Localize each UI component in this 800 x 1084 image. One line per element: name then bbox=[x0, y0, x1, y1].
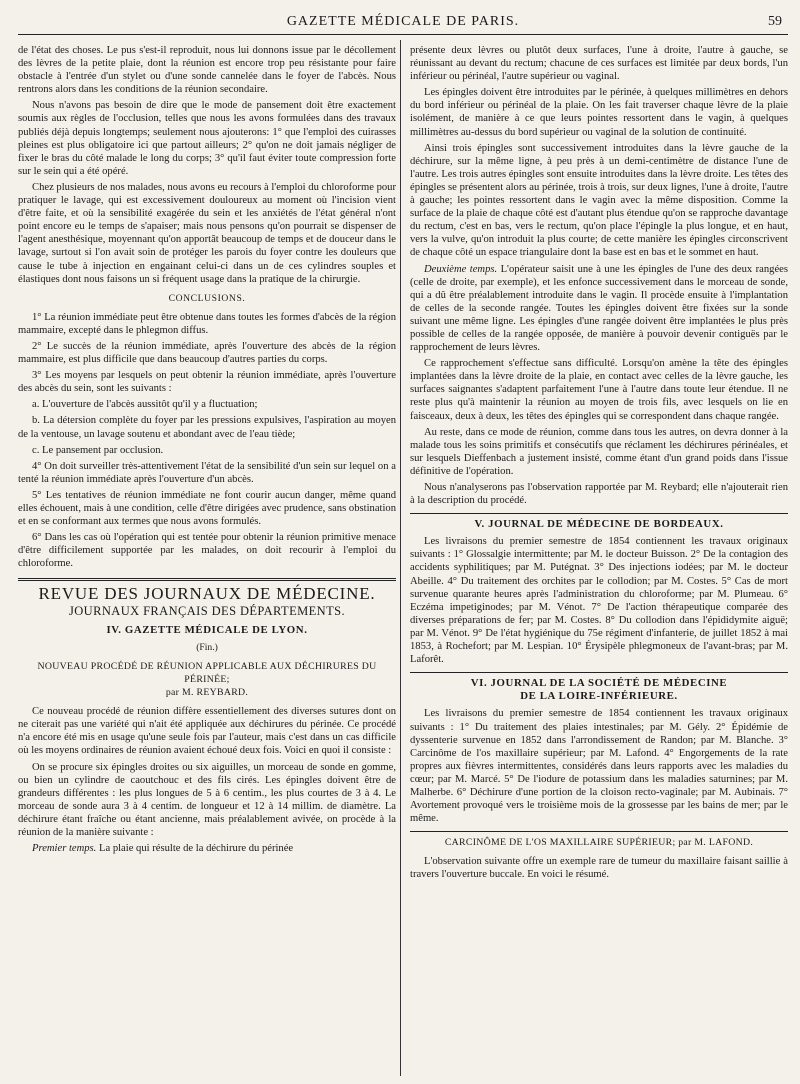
section-heading-line: DE LA LOIRE-INFÉRIEURE. bbox=[520, 690, 678, 703]
paragraph: Au reste, dans ce mode de réunion, comme dans tous les autres, on devra donner à la malade tous les soins primitifs et consécutifs que réclament les déchirures périnéales, et sur lesquels Dieffenbach a justement insisté, comme étant d'un grand poids dans l'issue définitive de l'opération. bbox=[410, 426, 788, 477]
column-divider bbox=[400, 40, 401, 1076]
journal-title: GAZETTE MÉDICALE DE PARIS. bbox=[286, 14, 520, 29]
paragraph-text: La plaie qui résulte de la déchirure du périnée bbox=[96, 843, 294, 855]
section-heading-v: V. JOURNAL DE MÉDECINE DE BORDEAUX. bbox=[474, 518, 724, 531]
conclusion-item: 2° Le succès de la réunion immédiate, après l'ouverture des abcès de la région mammaire, est plus difficile que dans beaucoup d'autres parties du corps. bbox=[18, 340, 396, 366]
paragraph: de l'état des choses. Le pus s'est-il reproduit, nous lui donnons issue par le décollement des lèvres de la petite plaie, dont la réunion est encore trop peu résistante pour faire obstacle à l'entrée d'un stylet ou d'une sonde cannelée dans le foyer de l'abcès. Nous rentrons alors dans les conditions de la réunion secondaire. bbox=[18, 45, 396, 96]
paragraph: Les épingles doivent être introduites par le périnée, à quelques millimètres en dehors du bord inférieur ou périnéal de la plaie. On les fait traverser chaque lèvre de la plaie isolément, de manière à ce que leurs pointes ressortent dans le vagin, à quelques millimètres au-dessus du bord supérieur ou vaginal de la solution de continuité. bbox=[410, 87, 788, 138]
conclusion-subitem: b. La détersion complète du foyer par les pressions expulsives, l'aspiration au moyen de la ventouse, un lavage soutenu et abondant avec de l'eau tiède; bbox=[18, 415, 396, 440]
conclusion-item: 6° Dans les cas où l'opération qui est tentée pour obtenir la réunion primitive menace d'être difficilement supportée par les malades, on doit recourir à l'emploi du chloroforme. bbox=[18, 532, 396, 570]
fin-marker: (Fin.) bbox=[196, 641, 218, 653]
article-title-line: NOUVEAU PROCÉDÉ DE RÉUNION APPLICABLE AUX DÉCHIRURES DU PÉRINÉE; bbox=[37, 660, 377, 685]
paragraph: présente deux lèvres ou plutôt deux surfaces, l'une à droite, l'autre à gauche, se réunissant au devant du rectum; chacune de ces surfaces est limitée par deux bords, l'un inférieur ou périnéal, l'autre supérieur ou vaginal. bbox=[410, 45, 788, 83]
section-heading-iv: IV. GAZETTE MÉDICALE DE LYON. bbox=[106, 623, 308, 636]
paragraph-text: L'opérateur saisit une à une les épingles de l'une des deux rangées (celle de droite, par exemple), et les enfonce successivement dans le morceau de sonde, qui a dû être préalablement introduite dans le vagin. Il procède ensuite à l'implantation de celles de la seconde rangée. Toutes les épingles doivent être fixées sur la sonde suivant une même ligne. Les épingles d'une rangée doivent être implantées le plus près possible de celles de la rangée opposée, de manière à pouvoir devenir contiguës par le rapprochement de leurs lèvres. bbox=[410, 263, 788, 354]
article-author: par M. REYBARD. bbox=[165, 687, 249, 699]
section-rule bbox=[410, 672, 788, 673]
paragraph: L'observation suivante offre un exemple rare de tumeur du maxillaire faisant saillie à travers l'ouverture buccale. En voici le résumé. bbox=[410, 856, 788, 881]
article-title bbox=[18, 660, 396, 699]
paragraph: Nous n'analyserons pas l'observation rapportée par M. Reybard; elle n'ajouterait rien à la description du procédé. bbox=[410, 482, 788, 507]
left-column bbox=[18, 44, 396, 1076]
paragraph: On se procure six épingles droites ou six aiguilles, un morceau de sonde en gomme, ou bien un cylindre de caoutchouc et des fils cirés. Les épingles doivent être de grandeurs différentes : les plus longues de 5 à 6 centim., les plus courtes de 3 à 4. Le morceau de sonde aura 3 à 4 centim. de longueur et 12 à 14 millim. de diamètre. La déchirure étant fraîche ou étant ancienne, mais préalablement avivée, on procède à la réunion de la manière suivante : bbox=[18, 761, 396, 838]
paragraph: Chez plusieurs de nos malades, nous avons eu recours à l'emploi du chloroforme pour pratiquer le lavage, qui est excessivement douloureux au moment où l'incision vient d'être faite, et où la sensibilité exagérée du sein et les anxiétés de l'état général n'ont point encore eu le temps de s'apaiser; mais nous pensons qu'on pourrait se dispenser de l'agent anesthésique, moyennant qu'on apportât beaucoup de temps et de douceur dans le lavage, surtout si l'on avait soin de protéger les parois du foyer contre les douleurs que cause le tube à injection en engainant celui-ci dans un de ces cylindres souples et élastiques dont nous faisons un si fréquent usage dans la pratique de la chirurgie. bbox=[18, 181, 396, 285]
page-header bbox=[18, 12, 788, 35]
paragraph: Nous n'avons pas besoin de dire que le mode de pansement doit être exactement soumis aux règles de l'occlusion, telles que nous les avons formulées dans des travaux publiés déjà depuis longtemps; seulement nous ajouterons: 1° que l'emploi des cuirasses pleines est plus obligatoire ici que partout ailleurs; 2° qu'on ne doit jamais négliger de fixer le bras du côté malade le long du corps; 3° qu'il faut éviter toute compression forte sur le sein qui a été opéré. bbox=[18, 100, 396, 177]
section-heading-vi bbox=[410, 677, 788, 703]
right-column bbox=[410, 44, 788, 1076]
conclusion-subitem: c. Le pansement par occlusion. bbox=[32, 444, 164, 456]
paragraph: Ce rapprochement s'effectue sans difficulté. Lorsqu'on amène la tête des épingles implantées dans la lèvre droite de la plaie, en contact avec celles de la lèvre gauche, les surfaces saignantes s'adaptent parfaitement l'une à l'autre dans toute leur étendue. Il ne reste plus qu'à maintenir la réunion au moyen de trois fils, avec lesquels on lie en faisceaux, deux à deux, les têtes des épingles qui se correspondent dans chaque rangée. bbox=[410, 358, 788, 422]
section-rule bbox=[410, 831, 788, 832]
paragraph: Les livraisons du premier semestre de 1854 contiennent les travaux originaux suivants : 1° Du traitement des plaies intestinales; par M. Gély. 2° Épidémie de dyssenterie survenue en 1852 dans l'arrondissement de Randon; par M. Blanche. 3° Carcinôme de l'os maxillaire supérieur; par M. Lafond. 4° Engorgements de la rate propres aux fièvres intermittentes, considérés dans leurs rapports avec les maladies du cœur; par M. Marcé. 5° De l'iodure de potassium dans les maladies saturnines; par M. Malherbe. 6° Déchirure d'une portion de la cloison recto-vaginale; par M. Aubinais. 7° Avortement provoqué vers le troisième mois de la grossesse par les bains de mer; par le même. bbox=[410, 708, 788, 825]
paragraph: Ce nouveau procédé de réunion diffère essentiellement des diverses sutures dont on ne citerait pas une variété qui n'ait été appliquée aux déchirures du périnée. Ce procédé n'a encore été mis en usage qu'une seule fois par l'auteur, mais c'est dans un cas difficile où les moyens ordinaires de réunion avaient échoué deux fois. Voici en quoi il consiste : bbox=[18, 706, 396, 757]
section-rule bbox=[410, 513, 788, 514]
conclusion-item: 5° Les tentatives de réunion immédiate ne font courir aucun danger, même quand elles échouent, mais à une condition, celle d'être dirigées avec prudence, sans obstination et en se conformant aux termes que nous avons formulés. bbox=[18, 489, 396, 528]
conclusion-subitem: a. L'ouverture de l'abcès aussitôt qu'il y a fluctuation; bbox=[32, 399, 258, 411]
section-heading-line: VI. JOURNAL DE LA SOCIÉTÉ DE MÉDECINE bbox=[470, 677, 728, 690]
section-rule bbox=[18, 578, 396, 581]
conclusion-item: 4° On doit surveiller très-attentivement l'état de la sensibilité d'un sein sur lequel on a tenté la réunion immédiate après l'ouverture d'un abcès. bbox=[18, 460, 396, 485]
paragraph: Les livraisons du premier semestre de 1854 contiennent les travaux originaux suivants : 1° Glossalgie intermittente; par M. le docteur Buisson. 2° De la contagion des accidents syphilitiques; par M. Putégnat. 3° Des injections iodées; par M. le docteur Abeille. 4° Du traitement des orchites par le collodion; par M. Costes. 5° Cas de mort survenue quarante heures après l'administration du chloroforme; par M. Plumeau. 6° Eczéma impetiginodes; par M. Vénot. 7° De l'action thérapeutique comparée des diverses préparations de fer; par M. Costes. 8° Du collodion dans l'épididymite aiguë; par M. Vénot. 9° De l'état hygiénique du 75e régiment d'infanterie, de juillet 1852 à mai 1853, à Rochefort; par M. Lespian. 10° Érysipèle phlegmoneux de l'avant-bras; par M. Laforêt. bbox=[410, 536, 788, 666]
paragraph bbox=[18, 842, 396, 855]
carcinome-title: CARCINÔME DE L'OS MAXILLAIRE SUPÉRIEUR; par M. LAFOND. bbox=[444, 837, 754, 849]
paragraph: Ainsi trois épingles sont successivement introduites dans la lèvre gauche de la déchirure, sur la même ligne, à peu près à un demi-centimètre de distance l'une de l'autre. Les trois autres épingles sont ensuite introduites dans la lèvre droite. Les têtes des épingles se présentent alors au périnée, trois à trois, sur deux lignes, l'une à droite, l'autre à gauche; les pointes ressortent dans le vagin avec la même disposition. Comme la surface de la plaie de chaque côté est d'autant plus étendue qu'on se rapproche davantage du rectum, c'est en bas, vers le rectum, qu'on place l'épingle la plus longue, et en haut, vers la vulve, qu'on introduit la plus courte; de cette manière les épingles circonscrivent de chaque côté un espace triangulaire dont la base est en bas et le sommet en haut. bbox=[410, 142, 788, 259]
paragraph bbox=[410, 263, 788, 355]
conclusion-item: 3° Les moyens par lesquels on peut obtenir la réunion immédiate, après l'ouverture des abcès du sein, sont les suivants : bbox=[18, 370, 396, 395]
conclusion-item: 1° La réunion immédiate peut être obtenue dans toutes les formes d'abcès de la région mammaire, excepté dans le phlegmon diffus. bbox=[18, 311, 396, 336]
page-number: 59 bbox=[768, 14, 782, 29]
revue-title: REVUE DES JOURNAUX DE MÉDECINE. bbox=[38, 584, 376, 604]
revue-subtitle: JOURNAUX FRANÇAIS DES DÉPARTEMENTS. bbox=[68, 603, 346, 618]
step-label: Premier temps. bbox=[32, 843, 97, 855]
conclusions-heading: CONCLUSIONS. bbox=[168, 292, 246, 304]
step-label: Deuxième temps. bbox=[424, 263, 498, 275]
